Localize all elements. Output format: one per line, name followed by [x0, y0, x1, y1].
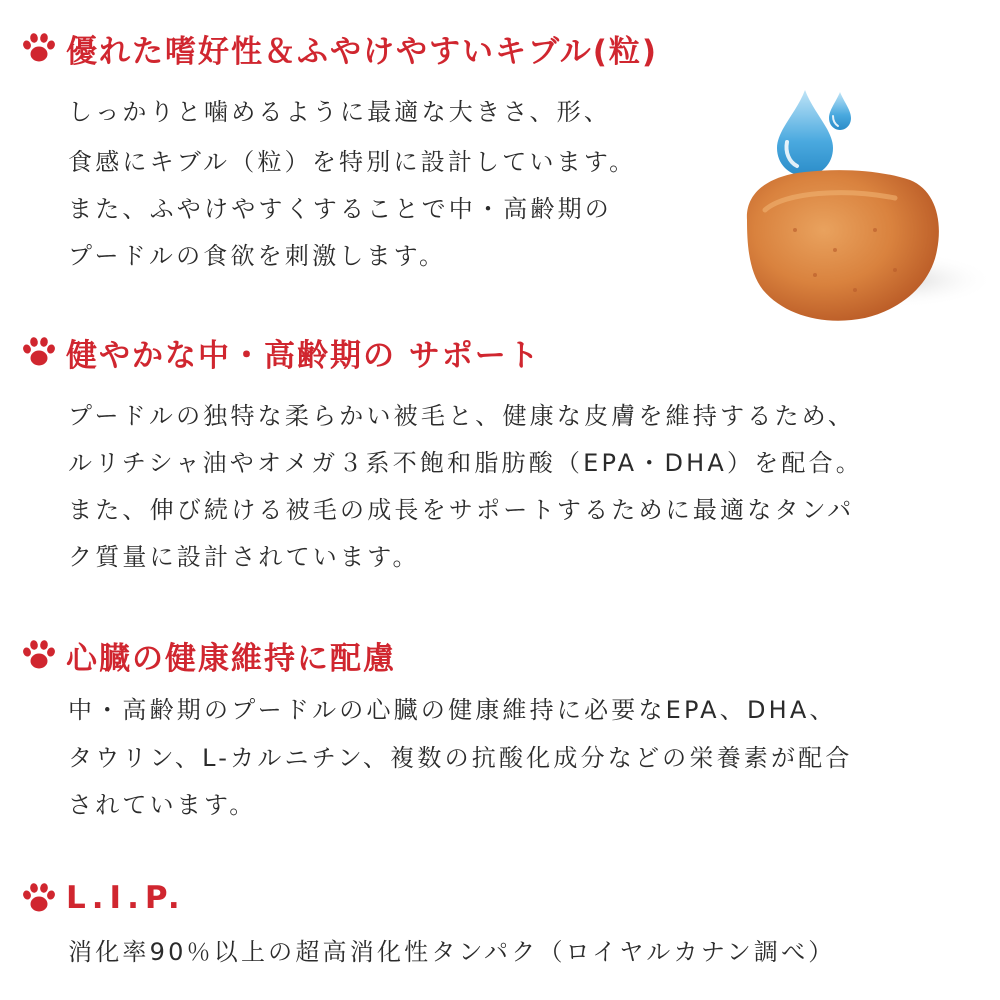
section-body-line: 消化率90％以上の超高消化性タンパク（ロイヤルカナン調べ） [68, 938, 836, 966]
paw-icon [22, 882, 56, 914]
paw-icon [22, 336, 56, 368]
section-title: L.I.P. [66, 880, 186, 916]
section-heading [22, 633, 396, 677]
paw-icon [22, 32, 56, 64]
section-body-line: また、伸び続ける被毛の成長をサポートするために最適なタンパ [68, 496, 855, 524]
section-body-line: 食感にキブル（粒）を特別に設計しています。 [68, 148, 637, 176]
section-body-line: プードルの食欲を刺激します。 [68, 242, 447, 270]
section-body-line: ク質量に設計されています。 [68, 543, 420, 571]
section-heading [22, 876, 186, 920]
water-drop-icon [777, 90, 851, 176]
kibble-illustration [725, 80, 995, 330]
section-title: 健やかな中・高齢期の サポート [66, 337, 541, 374]
section-title: 優れた嗜好性＆ふやけやすいキブル(粒) [66, 33, 659, 70]
section-body-line: タウリン、L-カルニチン、複数の抗酸化成分などの栄養素が配合 [68, 744, 853, 772]
section-body-line: プードルの独特な柔らかい被毛と、健康な皮膚を維持するため、 [68, 402, 856, 430]
section-body-line: 中・高齢期のプードルの心臓の健康維持に必要なEPA、DHA、 [68, 696, 837, 724]
section-heading [22, 26, 658, 70]
section-heading [22, 330, 541, 374]
section-body-line: また、ふやけやすくすることで中・高齢期の [68, 195, 612, 223]
section-title: 心臓の健康維持に配慮 [66, 640, 396, 677]
section-body-line: しっかりと噛めるように最適な大きさ、形、 [68, 98, 612, 126]
section-body-line: されています。 [68, 791, 257, 819]
section-body-line: ルリチシャ油やオメガ３系不飽和脂肪酸（EPA・DHA）を配合。 [68, 449, 863, 477]
paw-icon [22, 639, 56, 671]
